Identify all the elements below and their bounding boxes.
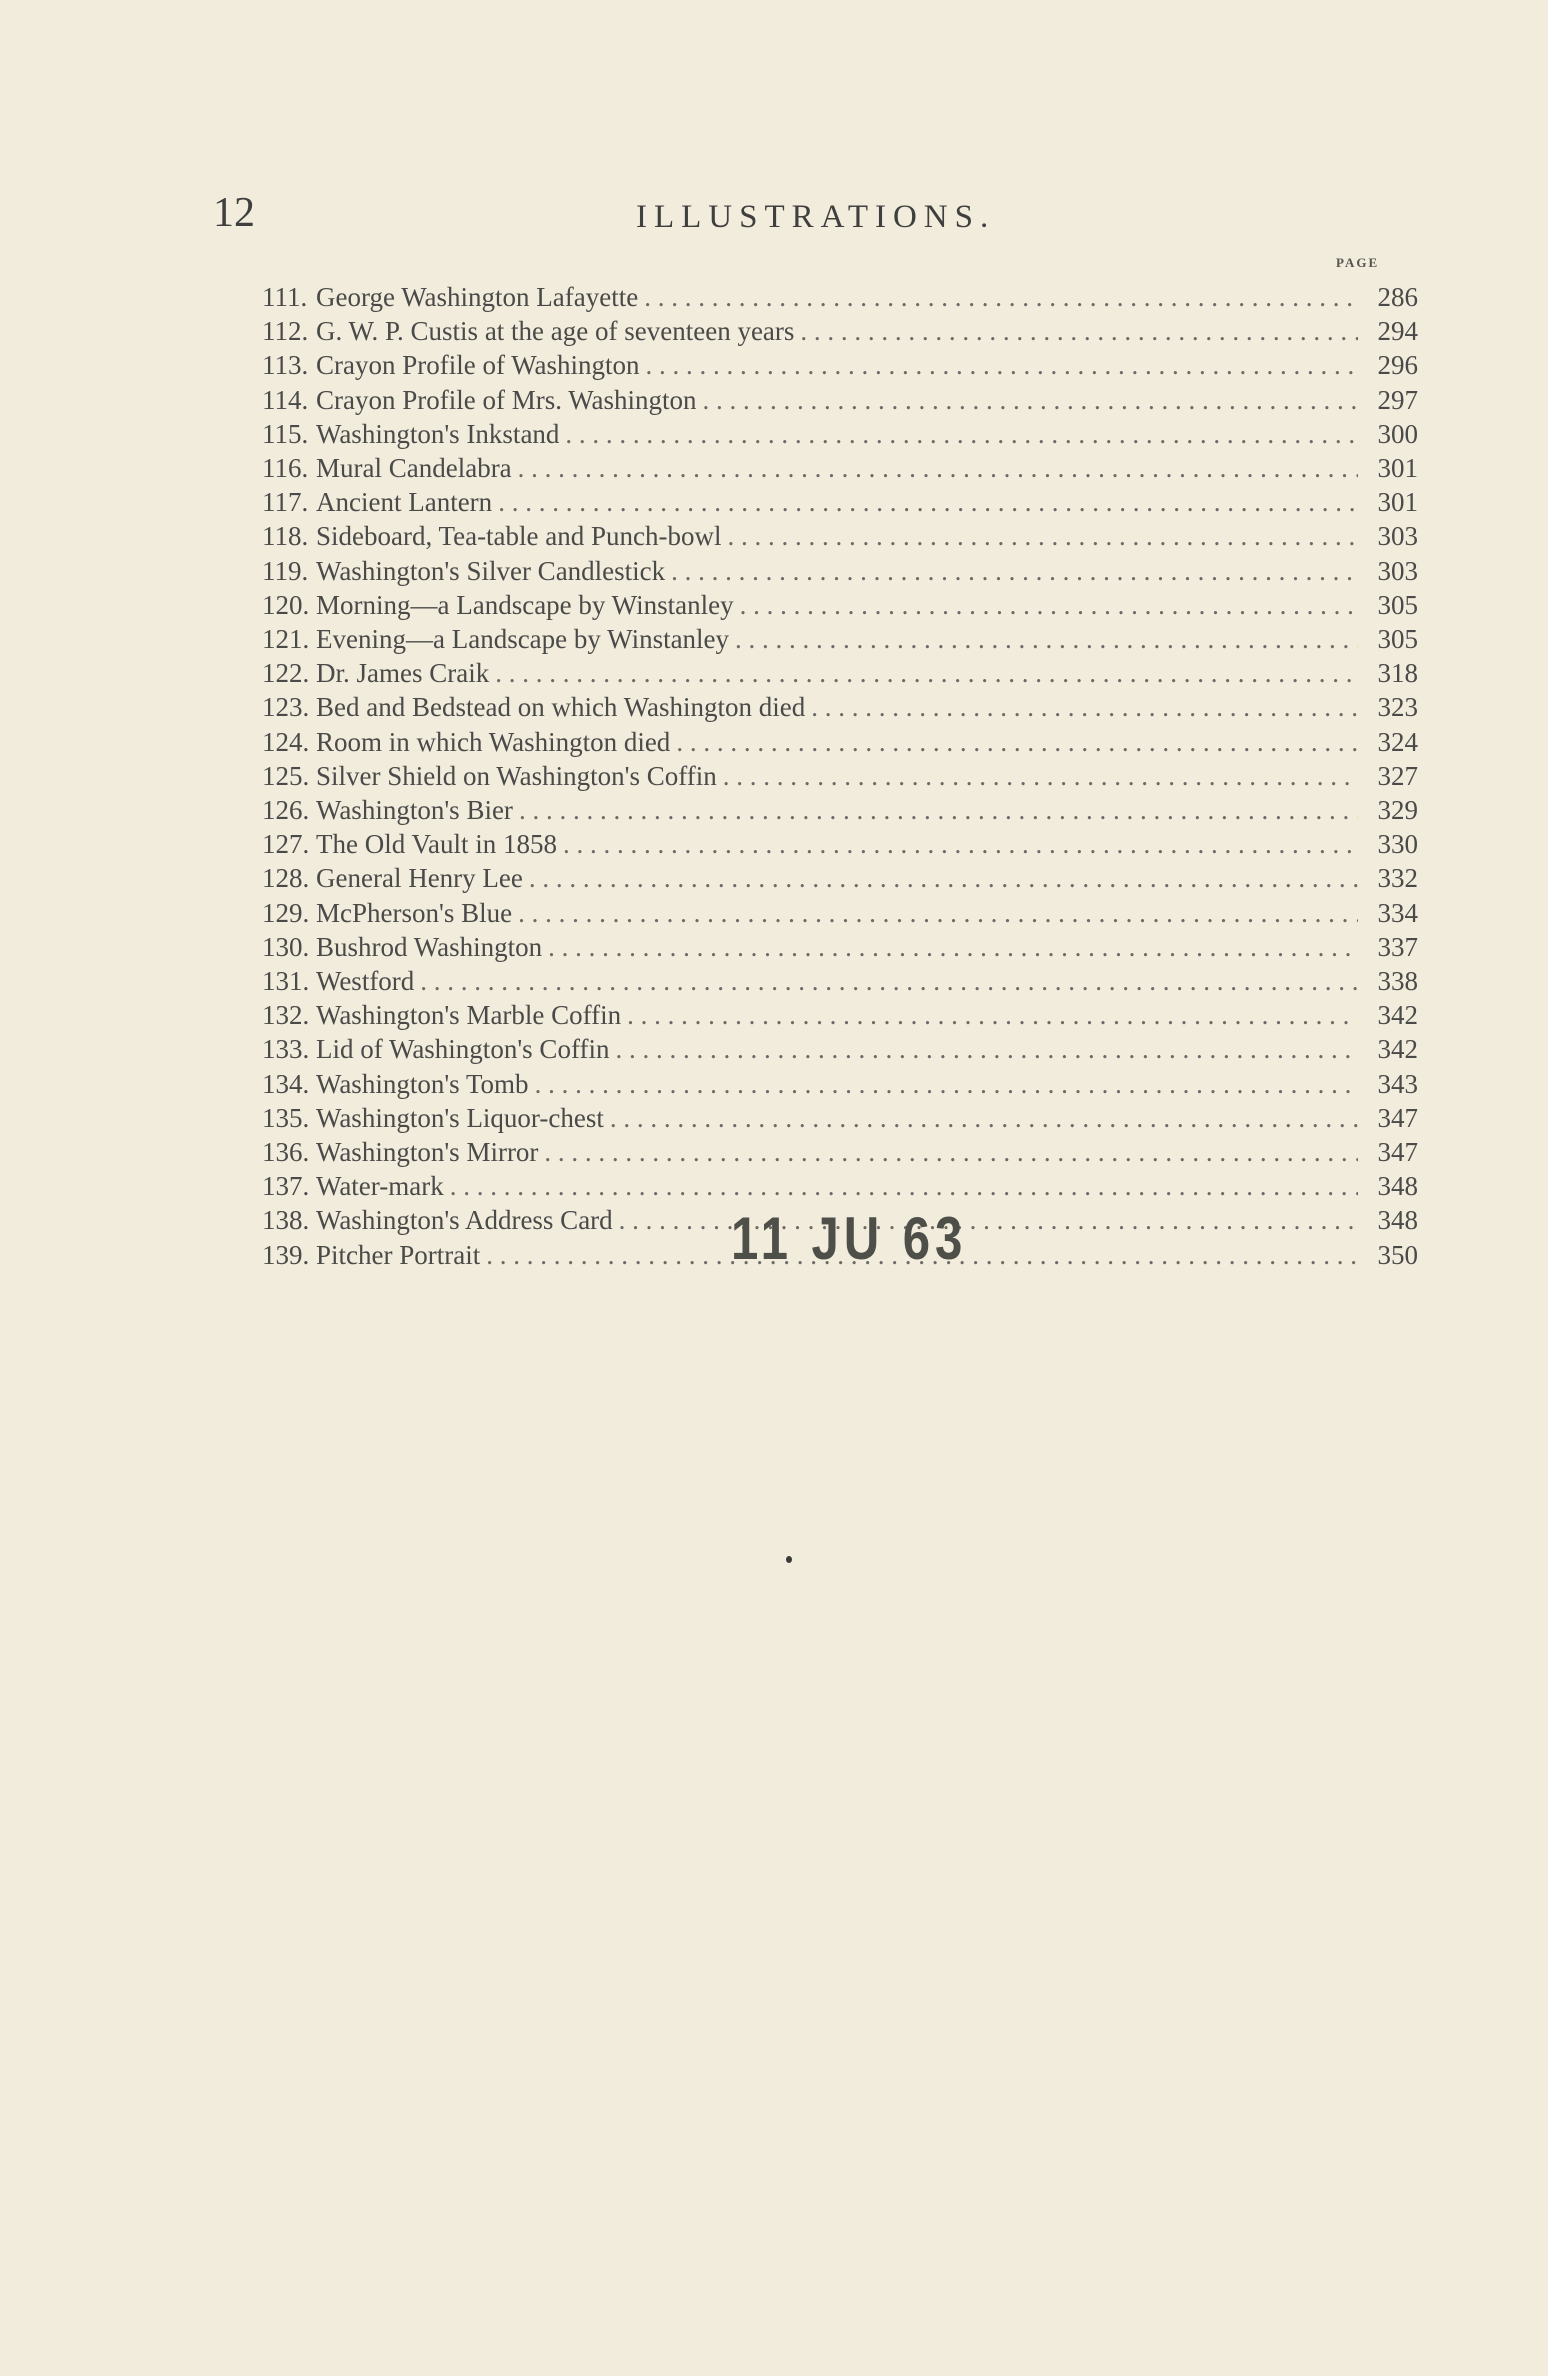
list-item bbox=[262, 861, 1418, 895]
entry-page: 332 bbox=[1377, 863, 1418, 894]
entry-page: 329 bbox=[1377, 795, 1418, 825]
entry-number: 139. bbox=[262, 1239, 310, 1270]
entry-title: Dr. James Craik bbox=[316, 658, 490, 689]
dot-leader bbox=[495, 656, 1358, 690]
entry-number: 125. bbox=[262, 760, 310, 791]
entry-title: Washington's Address Card bbox=[316, 1205, 613, 1236]
entry-title: Crayon Profile of Mrs. Washington bbox=[316, 384, 697, 415]
dot-leader bbox=[565, 417, 1358, 451]
list-item bbox=[262, 417, 1418, 451]
list-item bbox=[262, 690, 1418, 724]
page-number: 12 bbox=[213, 190, 255, 236]
dot-leader bbox=[544, 1135, 1358, 1169]
entry-title: Washington's Silver Candlestick bbox=[316, 555, 666, 586]
dot-leader bbox=[676, 725, 1358, 759]
entry-page: 348 bbox=[1377, 1205, 1418, 1236]
dot-leader bbox=[519, 793, 1358, 827]
list-item bbox=[262, 588, 1418, 622]
list-item bbox=[262, 1067, 1418, 1101]
entry-title: The Old Vault in 1858 bbox=[316, 829, 557, 860]
entry-number: 121. bbox=[262, 624, 310, 654]
entry-number: 118. bbox=[262, 521, 309, 552]
entry-title: Evening—a Landscape by Winstanley bbox=[316, 624, 730, 654]
dot-leader bbox=[740, 588, 1358, 622]
entry-page: 286 bbox=[1377, 282, 1418, 312]
dot-leader bbox=[529, 861, 1358, 895]
entry-number: 132. bbox=[262, 1000, 310, 1031]
list-item bbox=[262, 725, 1418, 759]
dot-leader bbox=[548, 930, 1358, 964]
list-item bbox=[262, 280, 1418, 314]
entry-page: 343 bbox=[1377, 1068, 1418, 1099]
entry-number: 129. bbox=[262, 897, 310, 928]
entry-number: 116. bbox=[262, 453, 309, 483]
entry-title: Westford bbox=[316, 966, 415, 996]
entry-page: 330 bbox=[1377, 829, 1418, 860]
entry-title: Lid of Washington's Coffin bbox=[316, 1034, 610, 1065]
entry-number: 137. bbox=[262, 1171, 310, 1202]
entry-number: 135. bbox=[262, 1102, 310, 1133]
list-item bbox=[262, 622, 1418, 656]
entry-title: Washington's Tomb bbox=[316, 1068, 529, 1099]
entry-title: Bed and Bedstead on which Washington died bbox=[316, 692, 806, 723]
entry-page: 305 bbox=[1377, 589, 1418, 620]
dot-leader bbox=[800, 314, 1358, 348]
list-item bbox=[262, 827, 1418, 861]
entry-title: Silver Shield on Washington's Coffin bbox=[316, 760, 717, 791]
entry-page: 296 bbox=[1377, 350, 1418, 381]
entry-page: 297 bbox=[1377, 384, 1418, 415]
entry-page: 327 bbox=[1377, 760, 1418, 791]
entry-page: 342 bbox=[1377, 1034, 1418, 1065]
entry-number: 131. bbox=[262, 966, 310, 996]
entry-title: Sideboard, Tea-table and Punch-bowl bbox=[316, 521, 722, 552]
entry-number: 134. bbox=[262, 1068, 310, 1099]
entry-title: Morning—a Landscape by Winstanley bbox=[316, 589, 734, 620]
entry-number: 127. bbox=[262, 829, 310, 860]
entry-page: 318 bbox=[1377, 658, 1418, 689]
entry-number: 112. bbox=[262, 316, 309, 347]
dot-leader bbox=[563, 827, 1358, 861]
entry-number: 123. bbox=[262, 692, 310, 723]
entry-title: Ancient Lantern bbox=[316, 487, 493, 518]
entry-title: Washington's Liquor-chest bbox=[316, 1102, 604, 1133]
entry-number: 126. bbox=[262, 795, 310, 825]
dot-leader bbox=[615, 1032, 1358, 1066]
entry-title: Washington's Marble Coffin bbox=[316, 1000, 622, 1031]
date-stamp: 11 JU 63 bbox=[731, 1205, 968, 1272]
entry-page: 347 bbox=[1377, 1137, 1418, 1167]
entry-title: Washington's Mirror bbox=[316, 1137, 539, 1167]
list-item bbox=[262, 348, 1418, 382]
list-item bbox=[262, 1169, 1418, 1203]
entry-page: 301 bbox=[1377, 453, 1418, 483]
list-item bbox=[262, 964, 1418, 998]
entry-page: 323 bbox=[1377, 692, 1418, 723]
dot-leader bbox=[619, 1203, 1358, 1237]
entry-title: Water-mark bbox=[316, 1171, 444, 1202]
entry-number: 138. bbox=[262, 1205, 310, 1236]
list-item bbox=[262, 930, 1418, 964]
entry-page: 347 bbox=[1377, 1102, 1418, 1133]
dot-leader bbox=[420, 964, 1358, 998]
list-item bbox=[262, 1135, 1418, 1169]
entry-number: 120. bbox=[262, 589, 310, 620]
entry-title: Pitcher Portrait bbox=[316, 1239, 481, 1270]
entry-title: General Henry Lee bbox=[316, 863, 523, 894]
dot-leader bbox=[535, 1067, 1358, 1101]
list-item bbox=[262, 896, 1418, 930]
dot-leader bbox=[703, 383, 1358, 417]
list-item bbox=[262, 485, 1418, 519]
dot-leader bbox=[610, 1101, 1358, 1135]
entry-title: Room in which Washington died bbox=[316, 726, 671, 757]
entry-title: Washington's Bier bbox=[316, 795, 513, 825]
entry-title: George Washington Lafayette bbox=[316, 282, 639, 312]
entry-page: 324 bbox=[1377, 726, 1418, 757]
list-item bbox=[262, 656, 1418, 690]
entry-page: 342 bbox=[1377, 1000, 1418, 1031]
entry-title: McPherson's Blue bbox=[316, 897, 513, 928]
list-item bbox=[262, 451, 1418, 485]
list-item bbox=[262, 314, 1418, 348]
list-item bbox=[262, 793, 1418, 827]
dot-leader bbox=[450, 1169, 1358, 1203]
entry-number: 113. bbox=[262, 350, 309, 381]
dot-leader bbox=[723, 759, 1358, 793]
entry-number: 124. bbox=[262, 726, 310, 757]
entry-page: 348 bbox=[1377, 1171, 1418, 1202]
entry-number: 128. bbox=[262, 863, 310, 894]
entry-page: 301 bbox=[1377, 487, 1418, 518]
list-item bbox=[262, 519, 1418, 553]
list-item bbox=[262, 1032, 1418, 1066]
entry-number: 114. bbox=[262, 384, 309, 415]
entry-page: 338 bbox=[1377, 966, 1418, 996]
dot-leader bbox=[498, 485, 1358, 519]
entry-number: 119. bbox=[262, 555, 309, 586]
entry-title: G. W. P. Custis at the age of seventeen years bbox=[316, 316, 795, 347]
dot-leader bbox=[518, 451, 1358, 485]
entry-number: 117. bbox=[262, 487, 309, 518]
entry-page: 303 bbox=[1377, 521, 1418, 552]
entry-title: Mural Candelabra bbox=[316, 453, 512, 483]
entry-number: 115. bbox=[262, 418, 309, 449]
ink-speck bbox=[786, 1556, 792, 1563]
entry-title: Bushrod Washington bbox=[316, 931, 543, 962]
dot-leader bbox=[728, 519, 1358, 553]
list-item bbox=[262, 383, 1418, 417]
dot-leader bbox=[644, 280, 1358, 314]
entry-page: 305 bbox=[1377, 624, 1418, 654]
entry-number: 136. bbox=[262, 1137, 310, 1167]
entry-number: 133. bbox=[262, 1034, 310, 1065]
entry-page: 350 bbox=[1377, 1239, 1418, 1270]
entry-number: 122. bbox=[262, 658, 310, 689]
list-item bbox=[262, 759, 1418, 793]
entry-page: 337 bbox=[1377, 931, 1418, 962]
entry-page: 303 bbox=[1377, 555, 1418, 586]
dot-leader bbox=[627, 998, 1358, 1032]
page-column-label: PAGE bbox=[1336, 255, 1380, 270]
entry-title: Crayon Profile of Washington bbox=[316, 350, 640, 381]
dot-leader bbox=[811, 690, 1358, 724]
running-head: ILLUSTRATIONS. bbox=[636, 199, 996, 235]
dot-leader bbox=[518, 896, 1358, 930]
dot-leader bbox=[646, 348, 1358, 382]
list-item bbox=[262, 554, 1418, 588]
entry-number: 111. bbox=[262, 282, 308, 312]
dot-leader bbox=[671, 554, 1358, 588]
entry-number: 130. bbox=[262, 931, 310, 962]
list-item bbox=[262, 1101, 1418, 1135]
entry-page: 294 bbox=[1377, 316, 1418, 347]
list-item bbox=[262, 998, 1418, 1032]
entry-page: 334 bbox=[1377, 897, 1418, 928]
entry-title: Washington's Inkstand bbox=[316, 418, 560, 449]
dot-leader bbox=[735, 622, 1358, 656]
entry-page: 300 bbox=[1377, 418, 1418, 449]
